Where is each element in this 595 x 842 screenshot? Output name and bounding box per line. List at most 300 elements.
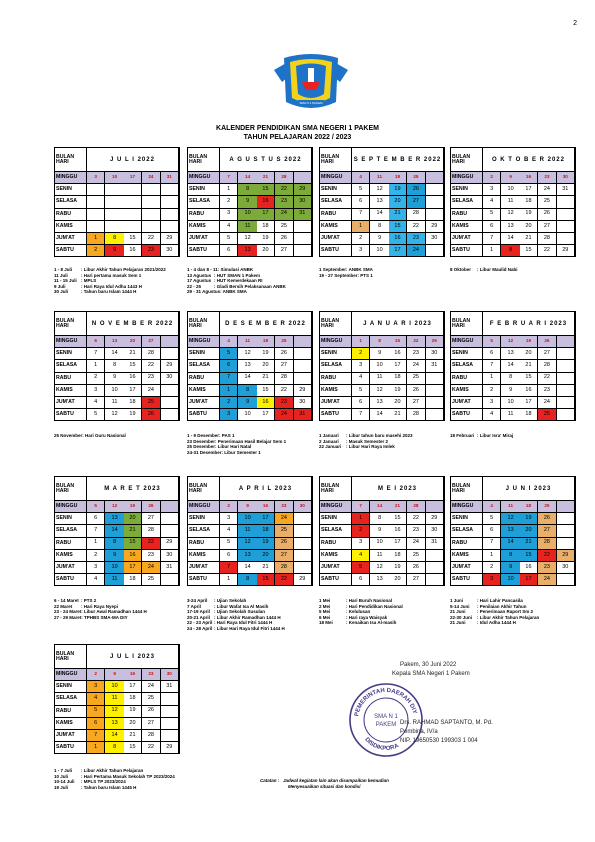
note-date: 24 - 28 April bbox=[187, 625, 213, 631]
date-cell: 12 bbox=[105, 706, 123, 718]
note-line bbox=[54, 785, 175, 791]
note-text: : Penilaian Akhir Tahun bbox=[477, 603, 527, 609]
day-label: JUM'AT bbox=[55, 730, 87, 742]
date-cell: 7 bbox=[87, 525, 105, 537]
date-cell: 22 bbox=[275, 184, 293, 196]
date-cell: 2 bbox=[87, 245, 105, 257]
date-cell: 12 bbox=[370, 385, 388, 397]
date-cell: 22 bbox=[407, 221, 425, 233]
bulan-label: BULAN bbox=[188, 312, 220, 324]
date-cell: 27 bbox=[275, 245, 293, 257]
date-cell: 26 bbox=[538, 209, 556, 221]
svg-text:PAKEM: PAKEM bbox=[375, 722, 397, 728]
date-cell: 4 bbox=[220, 525, 238, 537]
date-cell: 19 bbox=[124, 706, 142, 718]
month-name: M E I 2023 bbox=[352, 477, 444, 501]
minggu-label: MINGGU bbox=[55, 172, 87, 184]
note-text: : HUT SMAN 1 Pakem bbox=[214, 272, 261, 278]
note-date: 23 Desember bbox=[187, 438, 216, 444]
note-date: 22 - 25 bbox=[187, 283, 202, 289]
date-cell: 18 bbox=[389, 373, 407, 385]
note-text: : Kenaikan Isa Al-masih bbox=[346, 620, 397, 626]
note-line bbox=[319, 444, 413, 450]
date-cell: 9 bbox=[105, 373, 123, 385]
date-cell: 15 bbox=[124, 742, 142, 754]
date-cell: 4 bbox=[87, 574, 105, 586]
note-text: : Penerimaan Raport Sm 2 bbox=[477, 609, 534, 615]
date-cell bbox=[105, 209, 123, 221]
day-label: KAMIS bbox=[188, 550, 220, 562]
month-calendar bbox=[187, 311, 313, 421]
bulan-label: BULAN bbox=[55, 148, 87, 160]
day-label: JUM'AT bbox=[320, 397, 352, 409]
date-cell: 30 bbox=[426, 233, 444, 245]
date-cell bbox=[161, 184, 179, 196]
date-cell bbox=[161, 525, 179, 537]
date-cell: 22 bbox=[538, 373, 556, 385]
note-date: 1 - 9 Desember bbox=[187, 433, 220, 438]
month-notes bbox=[54, 768, 175, 790]
date-cell: 29 bbox=[161, 233, 179, 245]
svg-text:SMA N 1 PAKEM: SMA N 1 PAKEM bbox=[299, 101, 323, 105]
sunday-date: 24 bbox=[142, 172, 160, 184]
date-cell: 19 bbox=[520, 513, 538, 525]
calendar-grid bbox=[54, 476, 180, 586]
date-cell: 7 bbox=[220, 373, 238, 385]
date-cell: 25 bbox=[275, 525, 293, 537]
date-cell bbox=[142, 221, 160, 233]
date-cell: 22 bbox=[142, 742, 160, 754]
date-cell: 20 bbox=[257, 550, 275, 562]
note-date: 30 Juli bbox=[54, 289, 69, 295]
month-name: O K T O B E R 2022 bbox=[483, 148, 575, 172]
calendar-grid bbox=[319, 311, 445, 421]
hari-label: HARI bbox=[451, 324, 483, 336]
date-cell: 11 bbox=[238, 221, 256, 233]
day-label: SABTU bbox=[55, 742, 87, 754]
title-line-2: TAHUN PELAJARAN 2022 / 2023 bbox=[243, 134, 352, 141]
date-cell: 4 bbox=[87, 693, 105, 705]
date-cell: 7 bbox=[352, 409, 370, 421]
note-line bbox=[187, 626, 285, 632]
note-text: : Libur Akhir Tahun Pelajaran bbox=[477, 614, 540, 620]
date-cell: 20 bbox=[124, 513, 142, 525]
note-date: 13 Agustus bbox=[187, 272, 212, 278]
day-label: SELASA bbox=[188, 525, 220, 537]
date-cell: 29 bbox=[294, 184, 312, 196]
date-cell: 21 bbox=[520, 360, 538, 372]
note-date: 18 Februari bbox=[450, 433, 475, 438]
date-cell: 28 bbox=[275, 373, 293, 385]
day-label: SABTU bbox=[188, 409, 220, 421]
note-date: 1 - 8 Juli bbox=[54, 267, 73, 272]
sunday-date: 11 bbox=[370, 172, 388, 184]
day-label: RABU bbox=[188, 209, 220, 221]
date-cell: 22 bbox=[275, 574, 293, 586]
note-text: : HUT Kemerdekaan RI bbox=[214, 278, 263, 284]
note-date: 21 Juni bbox=[450, 620, 466, 626]
date-cell: 14 bbox=[105, 730, 123, 742]
month-name: N O V E M B E R 2022 bbox=[87, 312, 179, 336]
date-cell: 11 bbox=[370, 550, 388, 562]
date-cell bbox=[294, 245, 312, 257]
date-cell: 20 bbox=[520, 525, 538, 537]
minggu-label: MINGGU bbox=[320, 172, 352, 184]
date-cell: 13 bbox=[501, 525, 519, 537]
date-cell: 20 bbox=[389, 397, 407, 409]
month-notes bbox=[319, 433, 413, 450]
date-cell: 17 bbox=[520, 574, 538, 586]
sunday-date: 28 bbox=[275, 172, 293, 184]
note-date: 22 Januari bbox=[319, 444, 342, 450]
date-cell bbox=[161, 718, 179, 730]
date-cell: 17 bbox=[257, 209, 275, 221]
note-text: : MPLS TP 2023/2024 bbox=[81, 779, 126, 785]
note-text: : Libur tahun baru masehi 2023 bbox=[346, 433, 413, 438]
hari-label: HARI bbox=[55, 324, 87, 336]
date-cell bbox=[557, 538, 575, 550]
day-label: RABU bbox=[188, 538, 220, 550]
date-cell: 22 bbox=[275, 385, 293, 397]
date-cell: 26 bbox=[407, 385, 425, 397]
month-notes bbox=[187, 267, 286, 295]
note-text: : Hari Raya Idul Fitri 1444 H bbox=[214, 620, 273, 626]
note-date: 5 Mei bbox=[319, 609, 331, 615]
day-label: SELASA bbox=[55, 693, 87, 705]
date-cell: 28 bbox=[538, 360, 556, 372]
date-cell: 6 bbox=[483, 221, 501, 233]
date-cell: 23 bbox=[538, 385, 556, 397]
school-logo bbox=[270, 52, 352, 114]
date-cell bbox=[124, 221, 142, 233]
date-cell: 12 bbox=[501, 513, 519, 525]
note-text: : PTS 2 bbox=[81, 598, 97, 603]
month-notes bbox=[319, 267, 373, 278]
date-cell: 5 bbox=[87, 409, 105, 421]
note-text: : Hari Guru Nasional bbox=[82, 433, 126, 438]
date-cell: 29 bbox=[426, 513, 444, 525]
note-date: 10 Juli bbox=[54, 773, 69, 779]
date-cell: 3 bbox=[352, 360, 370, 372]
date-cell: 18 bbox=[389, 550, 407, 562]
month-calendar bbox=[187, 476, 313, 586]
date-cell: 8 bbox=[370, 221, 388, 233]
day-label: KAMIS bbox=[55, 718, 87, 730]
date-cell: 13 bbox=[370, 397, 388, 409]
sunday-date: 2 bbox=[220, 501, 238, 513]
date-cell: 16 bbox=[389, 348, 407, 360]
note-date: 23 - 24 Maret bbox=[54, 609, 82, 615]
note-date: 19 - 27 September bbox=[319, 272, 358, 278]
date-cell: 10 bbox=[370, 245, 388, 257]
date-cell bbox=[426, 397, 444, 409]
date-cell: 5 bbox=[220, 348, 238, 360]
day-label: SELASA bbox=[188, 196, 220, 208]
date-cell: 7 bbox=[352, 209, 370, 221]
bulan-label: BULAN bbox=[55, 312, 87, 324]
date-cell: 25 bbox=[407, 373, 425, 385]
date-cell: 15 bbox=[124, 360, 142, 372]
date-cell: 1 bbox=[483, 550, 501, 562]
calendar-grid bbox=[187, 311, 313, 421]
day-label: RABU bbox=[55, 209, 87, 221]
sunday-date: 16 bbox=[124, 669, 142, 681]
sunday-date: 18 bbox=[257, 336, 275, 348]
date-cell: 11 bbox=[238, 525, 256, 537]
date-cell: 19 bbox=[389, 385, 407, 397]
date-cell: 26 bbox=[407, 184, 425, 196]
date-cell: 4 bbox=[220, 221, 238, 233]
date-cell bbox=[557, 196, 575, 208]
date-cell: 2 bbox=[220, 196, 238, 208]
note-date: 2 Januari bbox=[319, 438, 339, 444]
day-label: SABTU bbox=[55, 574, 87, 586]
date-cell: 29 bbox=[426, 221, 444, 233]
sunday-date: 31 bbox=[161, 172, 179, 184]
bulan-label: BULAN bbox=[451, 312, 483, 324]
date-cell: 20 bbox=[257, 245, 275, 257]
sunday-date: 9 bbox=[238, 501, 256, 513]
date-cell: 3 bbox=[87, 385, 105, 397]
date-cell: 25 bbox=[538, 196, 556, 208]
note-date: 22-30 Juni bbox=[450, 614, 473, 620]
hari-label: HARI bbox=[320, 489, 352, 501]
sunday-date: 27 bbox=[142, 336, 160, 348]
note-text: : TPHBS SMA-MA DIY bbox=[81, 614, 128, 620]
date-cell: 11 bbox=[501, 409, 519, 421]
date-cell: 25 bbox=[142, 397, 160, 409]
date-cell: 5 bbox=[87, 706, 105, 718]
date-cell bbox=[426, 385, 444, 397]
date-cell bbox=[294, 562, 312, 574]
date-cell bbox=[124, 209, 142, 221]
date-cell: 23 bbox=[142, 373, 160, 385]
date-cell bbox=[557, 574, 575, 586]
note-text: : ANBK SMA bbox=[220, 289, 247, 295]
date-cell: 28 bbox=[407, 409, 425, 421]
date-cell: 28 bbox=[142, 348, 160, 360]
note-line bbox=[54, 289, 166, 295]
date-cell: 28 bbox=[142, 525, 160, 537]
day-label: RABU bbox=[451, 538, 483, 550]
date-cell: 12 bbox=[501, 209, 519, 221]
date-cell: 16 bbox=[520, 562, 538, 574]
calendar-grid bbox=[450, 147, 576, 257]
month-notes bbox=[450, 267, 518, 273]
date-cell: 14 bbox=[501, 233, 519, 245]
sunday-date: 23 bbox=[275, 501, 293, 513]
day-label: SENIN bbox=[55, 681, 87, 693]
date-cell: 3 bbox=[483, 574, 501, 586]
hari-label: HARI bbox=[188, 489, 220, 501]
note-line bbox=[319, 620, 403, 626]
date-cell bbox=[426, 550, 444, 562]
note-text: : MPLS bbox=[81, 278, 97, 284]
date-cell: 3 bbox=[352, 245, 370, 257]
minggu-label: MINGGU bbox=[451, 336, 483, 348]
date-cell: 20 bbox=[257, 360, 275, 372]
note-date: 5-14 Juni bbox=[450, 603, 470, 609]
date-cell: 13 bbox=[501, 221, 519, 233]
date-cell: 28 bbox=[538, 538, 556, 550]
date-cell: 5 bbox=[220, 538, 238, 550]
sunday-date: 30 bbox=[161, 669, 179, 681]
date-cell bbox=[161, 706, 179, 718]
month-notes bbox=[187, 433, 286, 455]
date-cell: 1 bbox=[87, 233, 105, 245]
date-cell: 30 bbox=[161, 550, 179, 562]
date-cell bbox=[557, 360, 575, 372]
date-cell: 11 bbox=[105, 574, 123, 586]
sunday-date: 6 bbox=[87, 336, 105, 348]
month-notes bbox=[54, 598, 147, 620]
date-cell bbox=[161, 221, 179, 233]
day-label: SABTU bbox=[451, 409, 483, 421]
sign-title: Kepala SMA Negeri 1 Pakem bbox=[392, 671, 470, 677]
date-cell: 29 bbox=[161, 742, 179, 754]
date-cell: 24 bbox=[275, 209, 293, 221]
day-label: SELASA bbox=[55, 525, 87, 537]
date-cell: 26 bbox=[538, 513, 556, 525]
minggu-label: MINGGU bbox=[320, 501, 352, 513]
sunday-date: 4 bbox=[483, 501, 501, 513]
day-label: SABTU bbox=[188, 245, 220, 257]
date-cell: 28 bbox=[407, 209, 425, 221]
date-cell: 21 bbox=[257, 562, 275, 574]
date-cell: 9 bbox=[501, 562, 519, 574]
date-cell: 10 bbox=[105, 681, 123, 693]
date-cell: 20 bbox=[124, 718, 142, 730]
date-cell: 3 bbox=[87, 681, 105, 693]
date-cell: 17 bbox=[520, 397, 538, 409]
date-cell bbox=[557, 233, 575, 245]
note-date: 1 - 4 dan 8 - 11 bbox=[187, 267, 218, 272]
date-cell: 17 bbox=[389, 245, 407, 257]
day-label: SELASA bbox=[451, 360, 483, 372]
date-cell: 16 bbox=[124, 373, 142, 385]
bulan-label: BULAN bbox=[55, 645, 87, 657]
date-cell: 9 bbox=[238, 196, 256, 208]
note-text: : Libur Awal Ramadhan 1444 H bbox=[81, 609, 147, 615]
sunday-date: 2 bbox=[483, 172, 501, 184]
date-cell bbox=[557, 397, 575, 409]
date-cell: 30 bbox=[426, 348, 444, 360]
sunday-date: 14 bbox=[370, 501, 388, 513]
date-cell: 6 bbox=[220, 550, 238, 562]
sunday-date: 20 bbox=[124, 336, 142, 348]
sunday-date: 7 bbox=[352, 501, 370, 513]
date-cell bbox=[294, 550, 312, 562]
date-cell: 18 bbox=[257, 221, 275, 233]
date-cell: 31 bbox=[294, 209, 312, 221]
note-date: 27 - 29 Maret bbox=[54, 614, 82, 620]
month-calendar bbox=[319, 311, 445, 421]
date-cell: 15 bbox=[124, 538, 142, 550]
date-cell: 6 bbox=[483, 348, 501, 360]
sunday-date bbox=[557, 501, 575, 513]
bulan-label: BULAN bbox=[188, 148, 220, 160]
note-line bbox=[54, 433, 126, 439]
date-cell bbox=[426, 574, 444, 586]
sunday-date: 21 bbox=[389, 501, 407, 513]
date-cell: 31 bbox=[161, 681, 179, 693]
hari-label: HARI bbox=[320, 160, 352, 172]
date-cell: 15 bbox=[520, 373, 538, 385]
date-cell: 15 bbox=[520, 245, 538, 257]
date-cell: 1 bbox=[352, 513, 370, 525]
date-cell: 10 bbox=[238, 513, 256, 525]
date-cell: 1 bbox=[220, 385, 238, 397]
calendar-grid bbox=[319, 476, 445, 586]
date-cell: 28 bbox=[142, 730, 160, 742]
date-cell: 29 bbox=[161, 538, 179, 550]
note-date: 10-14 Juli bbox=[54, 779, 75, 785]
date-cell bbox=[557, 385, 575, 397]
date-cell: 3 bbox=[220, 513, 238, 525]
date-cell: 8 bbox=[370, 513, 388, 525]
date-cell: 25 bbox=[142, 693, 160, 705]
date-cell: 19 bbox=[124, 409, 142, 421]
sign-nip: NIP. 19650530 199303 1 004 bbox=[400, 738, 478, 744]
date-cell: 29 bbox=[557, 245, 575, 257]
minggu-label: MINGGU bbox=[55, 336, 87, 348]
date-cell: 9 bbox=[238, 397, 256, 409]
date-cell: 24 bbox=[275, 409, 293, 421]
date-cell: 15 bbox=[389, 513, 407, 525]
date-cell: 27 bbox=[538, 348, 556, 360]
title-line-1: KALENDER PENDIDIKAN SMA NEGERI 1 PAKEM bbox=[216, 125, 379, 132]
month-calendar bbox=[54, 644, 180, 754]
date-cell bbox=[161, 385, 179, 397]
date-cell: 15 bbox=[520, 550, 538, 562]
date-cell: 31 bbox=[557, 184, 575, 196]
day-label: JUM'AT bbox=[320, 562, 352, 574]
date-cell: 5 bbox=[352, 184, 370, 196]
date-cell: 16 bbox=[257, 397, 275, 409]
date-cell: 23 bbox=[275, 196, 293, 208]
sunday-date: 4 bbox=[220, 336, 238, 348]
date-cell: 25 bbox=[275, 221, 293, 233]
date-cell: 2 bbox=[352, 525, 370, 537]
date-cell: 31 bbox=[294, 409, 312, 421]
date-cell: 24 bbox=[538, 574, 556, 586]
month-calendar bbox=[54, 476, 180, 586]
note-text: : Tahun baru Islam 1444 H bbox=[81, 289, 137, 295]
document-title bbox=[0, 124, 595, 142]
day-label: SENIN bbox=[55, 184, 87, 196]
date-cell bbox=[161, 196, 179, 208]
date-cell bbox=[557, 409, 575, 421]
date-cell bbox=[426, 209, 444, 221]
date-cell: 27 bbox=[275, 360, 293, 372]
note-text: : Libur Akhir Tahun Pelajaran 2021/2022 bbox=[81, 267, 166, 272]
date-cell bbox=[87, 184, 105, 196]
sunday-date: 19 bbox=[520, 336, 538, 348]
date-cell: 11 bbox=[501, 196, 519, 208]
date-cell: 17 bbox=[389, 538, 407, 550]
day-label: SENIN bbox=[188, 348, 220, 360]
month-name: A G U S T U S 2022 bbox=[220, 148, 312, 172]
day-label: SABTU bbox=[320, 574, 352, 586]
date-cell: 10 bbox=[105, 562, 123, 574]
date-cell: 21 bbox=[124, 348, 142, 360]
hari-label: HARI bbox=[55, 160, 87, 172]
date-cell: 5 bbox=[483, 513, 501, 525]
date-cell: 8 bbox=[238, 574, 256, 586]
date-cell: 26 bbox=[275, 233, 293, 245]
date-cell: 4 bbox=[483, 196, 501, 208]
date-cell: 22 bbox=[538, 550, 556, 562]
